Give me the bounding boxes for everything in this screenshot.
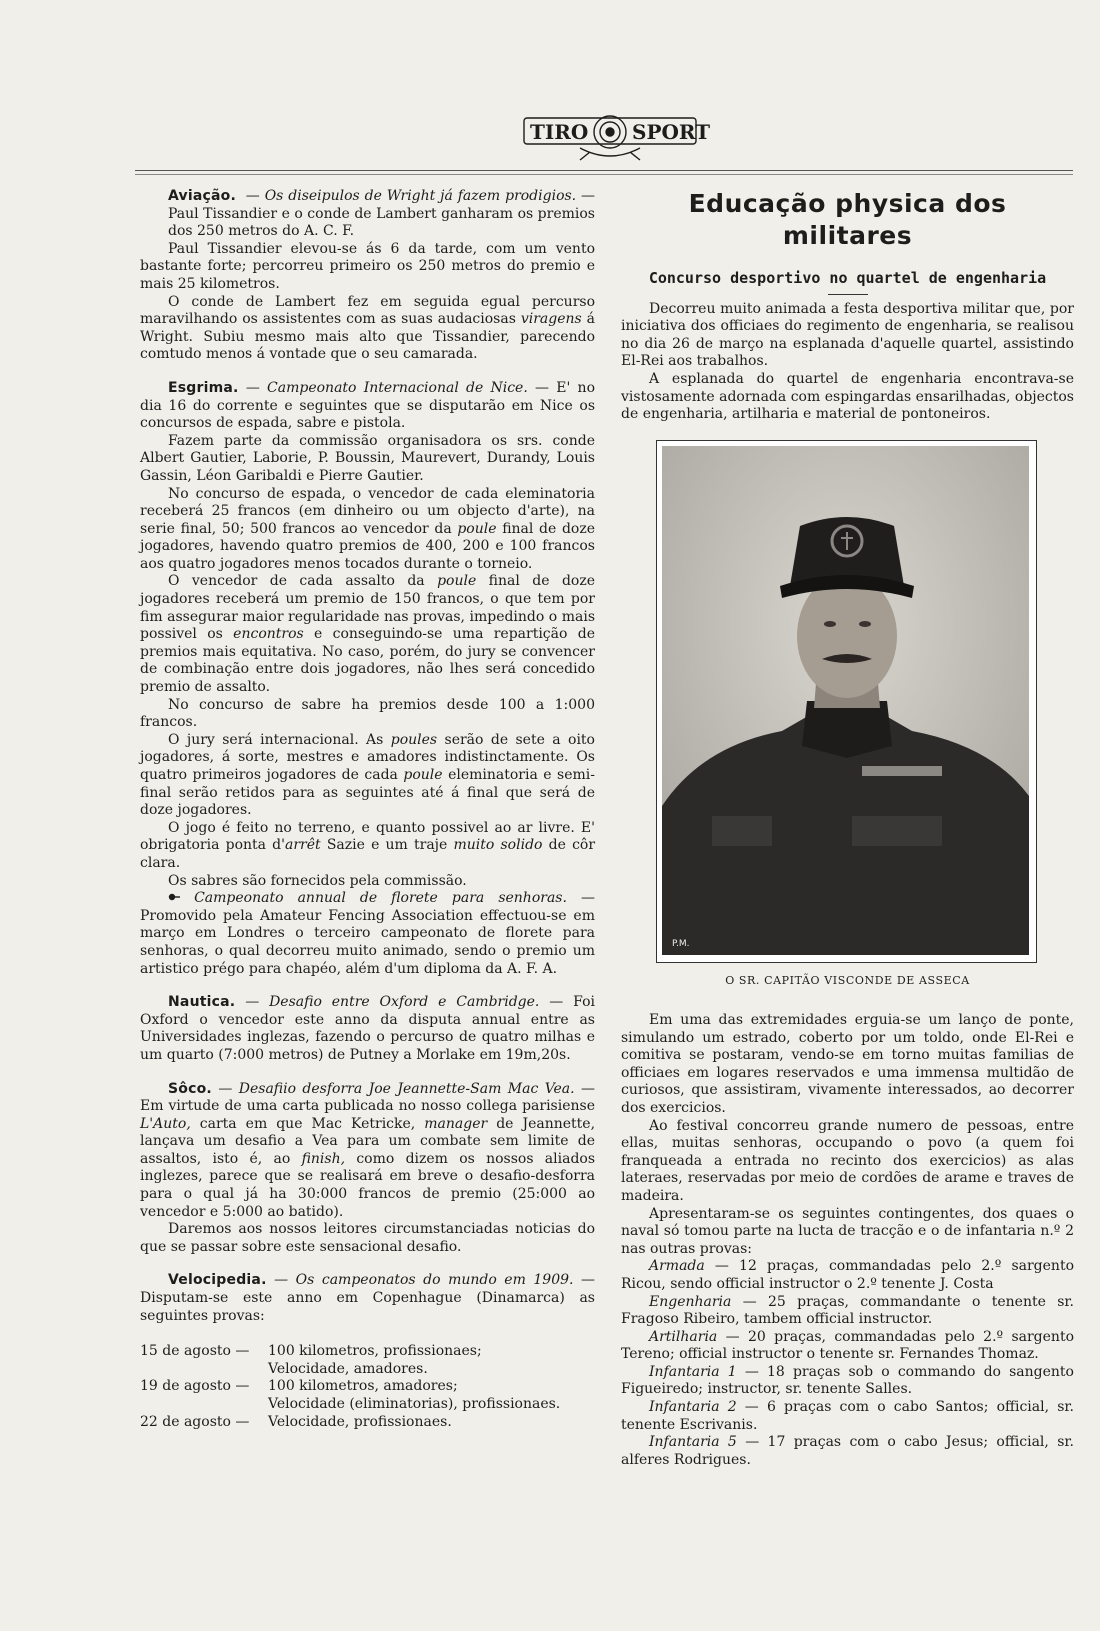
list-item: [140, 1414, 595, 1432]
italic-text: Campeonato annual de florete para senhoras.: [194, 890, 567, 907]
schedule-events: [268, 1414, 595, 1432]
masthead-logo: [520, 108, 711, 166]
list-item: [621, 1258, 1074, 1293]
contingent-text: — 12 praças, commandadas pelo 2.º sargento Ricou, sendo official instructor o 2.º tenente J. Costa: [621, 1258, 1075, 1292]
paragraph-text: — Paul Tissandier e o conde de Lambert ganharam os premios dos 250 metros do A. C. F.: [168, 188, 596, 240]
italic-text: arrêt: [284, 837, 321, 854]
text-run: — Em virtude de uma carta publicada no nosso collega parisiense: [140, 1080, 596, 1115]
contingent-name: Infantaria 1: [649, 1363, 737, 1380]
section-esgrima: [140, 380, 595, 978]
paragraph-text: — Foi Oxford o vencedor este anno da disputa annual entre as Universidades inglezas, fazendo o percurso de quatro milhas e um quarto (7:000 metros) de Putney a Morlake em 19m,20s.: [140, 994, 596, 1063]
list-item: [621, 1399, 1074, 1434]
paragraph: Paul Tissandier elevou-se ás 6 da tarde, com um vento bastante forte; percorreu primeiro os 250 metros do premio e mais 25 kilometros.: [140, 240, 595, 292]
text-run: á Wright. Subiu mesmo mais alto que Tissandier, parecendo comtudo menos á vontade que o seu camarada.: [140, 311, 595, 363]
paragraph: Os sabres são fornecidos pela commissão.: [168, 872, 467, 889]
header-rule: [135, 174, 1073, 175]
italic-text: poule: [457, 520, 497, 537]
list-item: [621, 1434, 1074, 1469]
italic-text: poules: [390, 731, 438, 748]
paragraph: [140, 486, 595, 574]
schedule-events: [268, 1343, 595, 1378]
paragraph: Daremos aos nossos leitores circumstanciadas noticias do que se passar sobre este sensacional desafio.: [140, 1221, 595, 1255]
paragraph: [140, 188, 595, 241]
contingent-text: — 20 praças, commandadas pelo 2.º sargento Tereno; official instructor o tenente sr. Fernandes Thomaz.: [621, 1328, 1074, 1363]
paragraph: Em uma das extremidades erguia-se um lanço de ponte, simulando um estrado, coberto por um toldo, onde El-Rei e comitiva se postaram, vendo-se em torno muitas familias de officiaes em logares reservados e uma immensa multidão de curiosos, que assistiram, vivamente interessados, ao decorrer dos exercicios.: [621, 1012, 1074, 1116]
section-heading: Sôco.: [168, 1080, 212, 1097]
section-subtitle: — Os campeonatos do mundo em 1909.: [274, 1272, 574, 1289]
schedule-events: [268, 1378, 595, 1413]
text-run: carta em que Mac Ketricke,: [199, 1115, 416, 1132]
contingent-name: Infantaria 2: [649, 1399, 737, 1416]
paragraph: Fazem parte da commissão organisadora os srs. conde Albert Gautier, Laborie, P. Boussin, Maurevert, Durandy, Louis Gassin, Léon Garibaldi e Pierre Gautier.: [140, 432, 595, 484]
contingent-name: Artilharia: [649, 1328, 718, 1345]
text-run: final de doze jogadores, havendo quatro premios de 400, 200 e 100 francos aos quatro jogadores menos tocados durante o torneio.: [140, 520, 595, 572]
italic-text: poule: [403, 767, 443, 783]
italic-text: poule: [437, 573, 477, 590]
paragraph: [140, 294, 595, 364]
list-item: [621, 1329, 1074, 1364]
portrait-photo-frame: [656, 440, 1037, 963]
contingent-name: Engenharia: [649, 1293, 732, 1310]
paragraph: A esplanada do quartel de engenharia encontrava-se vistosamente adornada com espingardas ensarilhadas, objectos de engenharia, artilharia e material de pontoneiros.: [621, 370, 1074, 423]
section-heading: Aviação.: [168, 188, 236, 204]
schedule-event: 100 kilometros, amadores;: [268, 1378, 458, 1395]
svg-text:SPORT: SPORT: [632, 120, 711, 144]
text-run: — Promovido pela Amateur Fencing Association effectuou-se em março em Londres o terceiro campeonato de florete para senhoras, o qual decorreu muito animado, sendo o premio um artistico prégo para chapéo, além d'um diploma da A. F. A.: [140, 890, 596, 977]
text-run: serão de sete a oito jogadores, á sorte, mestres e amadores indistinctamente. Os quatro primeiros jogadores de cada: [140, 731, 595, 783]
text-run: de Jeannette, lançava um desafio a Vea para um combate sem limite de assaltos, isto é, ao: [140, 1115, 596, 1167]
text-run: final de doze jogadores receberá um premio de 150 francos, o que tem por fim assegurar maior regularidade nas provas, impedindo o mais possivel os: [140, 573, 595, 643]
text-run: No concurso de espada, o vencedor de cada eleminatoria receberá 25 francos (em dinheiro ou um objecto d'arte), na serie final, 50; 500 francos ao vencedor da: [140, 485, 595, 537]
article-subtitle: Concurso desportivo no quartel de engenharia: [648, 269, 1047, 287]
schedule-date: 22 de agosto —: [140, 1413, 250, 1430]
paragraph: No concurso de sabre ha premios desde 100 a 1:000 francos.: [140, 696, 595, 731]
section-aviacao: [140, 188, 595, 364]
photo-signature: P.M.: [672, 939, 690, 949]
italic-text: encontros: [233, 626, 304, 643]
section-nautica: [140, 994, 595, 1064]
schedule-date: 15 de agosto —: [140, 1343, 250, 1360]
section-subtitle: — Campeonato Internacional de Nice.: [245, 379, 528, 396]
paragraph: [140, 1272, 595, 1325]
section-heading: Nautica.: [168, 994, 236, 1011]
contingent-text: — 25 praças, commandante o tenente sr. Fragoso Ribeiro, tambem official instructor.: [621, 1293, 1074, 1328]
section-velocipedia: [140, 1272, 595, 1431]
contingent-text: — 17 praças com o cabo Jesus; official, sr. alferes Rodrigues.: [621, 1434, 1074, 1468]
schedule-event: 100 kilometros, profissionaes;: [268, 1343, 482, 1360]
italic-text: viragens: [520, 311, 582, 328]
section-heading: Esgrima.: [168, 379, 239, 396]
article-title: Educação physica dos militares: [688, 189, 1007, 250]
section-heading: Velocipedia.: [168, 1272, 267, 1289]
section-subtitle: — Desafio entre Oxford e Cambridge.: [245, 994, 540, 1011]
list-item: [140, 1378, 595, 1413]
bullet-pointer-icon: [168, 891, 180, 903]
photo-caption: O SR. CAPITÃO VISCONDE DE ASSECA: [725, 974, 970, 987]
text-run: O conde de Lambert fez em seguida egual percurso maravilhando os assistentes com as suas audaciosas: [140, 293, 595, 328]
italic-text: manager: [424, 1115, 488, 1132]
contingent-name: Armada: [649, 1258, 705, 1275]
paragraph: Decorreu muito animada a festa desportiva militar que, por iniciativa dos officiaes do regimento de engenharia, se realisou no dia 26 de março na esplanada d'aquelle quartel, assistindo El-Rei aos trabalhos.: [621, 300, 1074, 370]
text-run: O jury será internacional. As: [168, 731, 384, 748]
paragraph: Apresentaram-se os seguintes contingentes, dos quaes o naval só tomou parte na lucta de tracção e o de infantaria n.º 2 nas outras provas:: [621, 1205, 1074, 1257]
contingent-text: — 18 praças sob o commando do sangento Figueiredo; instructor, sr. tenente Salles.: [621, 1363, 1074, 1398]
divider: [828, 294, 868, 295]
schedule-date: 19 de agosto —: [140, 1378, 250, 1395]
paragraph: [140, 1081, 595, 1222]
paragraph-text: — E' no dia 16 do corrente e seguintes que se disputarão em Nice os concursos de espada, sabre e pistola.: [140, 379, 595, 432]
text-run: de côr clara.: [140, 837, 596, 871]
paragraph: Ao festival concorreu grande numero de pessoas, entre ellas, muitas senhoras, occupando o povo (a quem foi franqueada a entrada no recinto dos exercicios) as alas lateraes, reservadas por meio de cordões de arame e traves de madeira.: [621, 1117, 1074, 1204]
left-column: [140, 188, 595, 1431]
paragraph: [140, 890, 595, 978]
schedule-event: Velocidade, amadores.: [268, 1360, 428, 1377]
section-subtitle: Os diseipulos de Wright já fazem prodigios.: [264, 188, 577, 204]
contingents-list: [621, 1258, 1074, 1469]
italic-text: finish,: [301, 1150, 346, 1167]
text-run: O vencedor de cada assalto da: [168, 573, 425, 590]
schedule-list: [140, 1343, 595, 1431]
paragraph: [140, 820, 595, 873]
svg-text:TIRO: TIRO: [530, 120, 589, 144]
text-run: como dizem os nossos aliados inglezes, parece que se realisará em breve o desafio-desforra para o qual já ha 30:000 francos de premio (25:000 ao vencedor e 5:000 ao batido).: [140, 1150, 596, 1220]
section-soco: [140, 1081, 595, 1257]
text-run: e conseguindo-se uma repartição de premios mais equitativa. No caso, porém, do jury se convencer de combinação entre dois jogadores, não lhes será concedido premio de assalto.: [140, 626, 595, 696]
paragraph: [140, 573, 595, 696]
schedule-event: Velocidade, profissionaes.: [268, 1413, 452, 1430]
right-column: [621, 188, 1074, 424]
paragraph: [140, 380, 595, 433]
italic-text: muito solido: [453, 837, 543, 854]
italic-text: L'Auto,: [140, 1115, 191, 1132]
text-run: eleminatoria e semi-final serão retidos para as seguintes até á final que será de doze jogadores.: [140, 767, 596, 819]
header-rule: [135, 170, 1073, 171]
dash: —: [240, 188, 265, 204]
list-item: [621, 1294, 1074, 1329]
portrait-photo: [662, 446, 1029, 955]
schedule-event: Velocidade (eliminatorias), profissionaes.: [268, 1396, 561, 1412]
right-column-continued: [621, 1012, 1074, 1469]
text-run: Sazie e um traje: [326, 837, 448, 854]
list-item: [621, 1364, 1074, 1399]
paragraph: [140, 994, 595, 1064]
paragraph: [140, 732, 595, 820]
paragraph-text: — Disputam-se este anno em Copenhague (Dinamarca) as seguintes provas:: [140, 1272, 596, 1324]
text-run: O jogo é feito no terreno, e quanto possivel ao ar livre. E' obrigatoria ponta d': [140, 819, 595, 854]
section-subtitle: — Desafiio desforra Joe Jeannette-Sam Mac Vea.: [218, 1080, 575, 1097]
list-item: [140, 1343, 595, 1378]
contingent-text: — 6 praças com o cabo Santos; official, sr. tenente Escrivanis.: [621, 1399, 1074, 1433]
contingent-name: Infantaria 5: [649, 1434, 737, 1451]
